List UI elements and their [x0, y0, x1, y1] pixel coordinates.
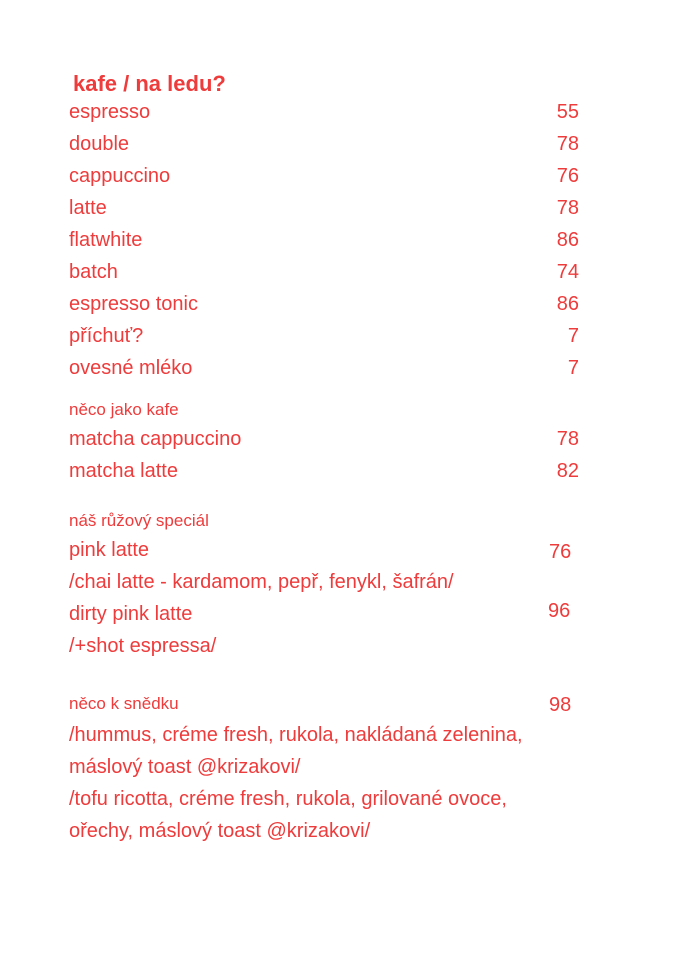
section-title-like-coffee: něco jako kafe — [69, 400, 179, 419]
menu-item — [69, 355, 579, 381]
food-description-line: máslový toast @krizakovi/ — [69, 756, 301, 778]
section-title-coffee: kafe / na ledu? — [73, 71, 226, 96]
item-price: 82 — [556, 460, 579, 482]
item-name: dirty pink latte — [69, 603, 193, 625]
item-name: pink latte — [69, 539, 150, 561]
item-price: 7 — [567, 357, 579, 379]
item-price: 86 — [556, 229, 579, 251]
item-name: batch — [69, 261, 118, 283]
item-name: latte — [69, 197, 107, 219]
item-note: /chai latte - kardamom, pepř, fenykl, šafrán/ — [69, 571, 454, 593]
menu-item — [69, 163, 579, 189]
item-name: espresso — [69, 101, 151, 123]
item-name: espresso tonic — [69, 293, 198, 315]
item-price: 55 — [556, 101, 579, 123]
item-price: 76 — [556, 165, 579, 187]
item-price: 78 — [556, 197, 579, 219]
menu-item — [69, 227, 579, 253]
food-description-line: ořechy, máslový toast @krizakovi/ — [69, 820, 371, 842]
food-price: 98 — [549, 694, 572, 716]
menu-item — [69, 195, 579, 221]
item-name: double — [69, 133, 130, 155]
menu-item — [69, 458, 579, 484]
item-price: 78 — [556, 133, 579, 155]
menu-item — [69, 323, 579, 349]
item-name: matcha cappuccino — [69, 428, 242, 450]
section-title-food: něco k snědku — [69, 694, 179, 713]
item-price: 86 — [556, 293, 579, 315]
section-title-pink-special: náš růžový speciál — [69, 511, 209, 530]
food-description-line: /hummus, créme fresh, rukola, nakládaná zelenina, — [69, 724, 523, 746]
menu-item — [69, 291, 579, 317]
food-description-line: /tofu ricotta, créme fresh, rukola, grilované ovoce, — [69, 788, 507, 810]
menu-item — [69, 131, 579, 157]
item-price: 74 — [556, 261, 579, 283]
item-price: 7 — [567, 325, 579, 347]
menu-item — [69, 259, 579, 285]
item-price: 96 — [548, 600, 571, 622]
menu-item — [69, 99, 579, 125]
item-price: 76 — [549, 541, 572, 563]
menu-item — [69, 426, 579, 452]
item-name: ovesné mléko — [69, 357, 193, 379]
item-name: příchuť? — [69, 325, 144, 347]
item-name: matcha latte — [69, 460, 178, 482]
item-name: flatwhite — [69, 229, 143, 251]
item-note: /+shot espressa/ — [69, 635, 217, 657]
item-name: cappuccino — [69, 165, 171, 187]
item-price: 78 — [556, 428, 579, 450]
